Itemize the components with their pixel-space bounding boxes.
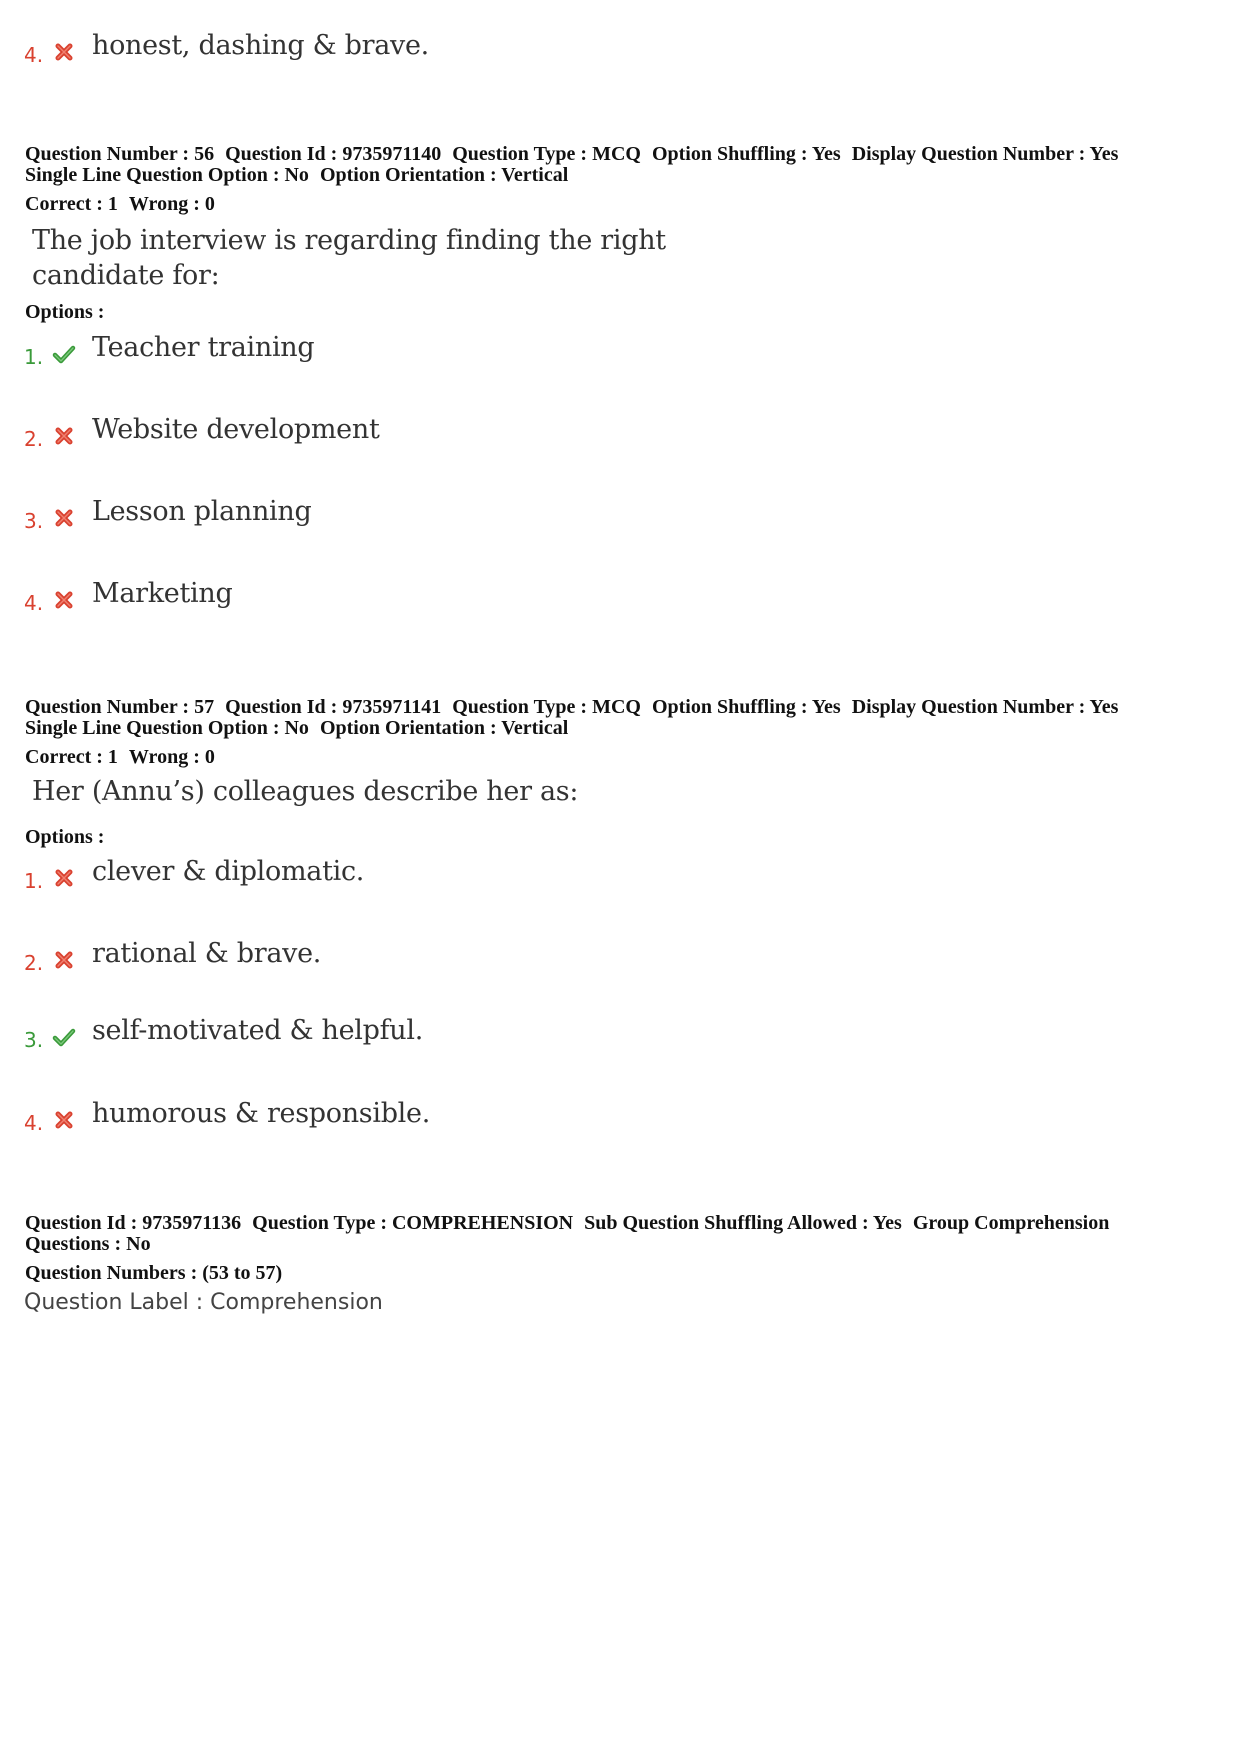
option-row <box>24 496 724 536</box>
option-text: self-motivated & helpful. <box>92 1015 424 1046</box>
question-meta-line: Single Line Question Option : No Option Orientation : Vertical <box>25 164 569 186</box>
option-text: rational & brave. <box>92 938 322 969</box>
option-row <box>24 1015 724 1055</box>
cross-icon <box>52 1108 76 1132</box>
options-label: Options : <box>25 826 105 848</box>
option-text: Marketing <box>92 578 233 609</box>
comprehension-meta-line: Questions : No <box>25 1233 151 1255</box>
option-text: clever & diplomatic. <box>92 856 365 887</box>
option-text: Website development <box>92 414 380 445</box>
comprehension-meta-line: Question Id : 9735971136 Question Type : COMPREHENSION Sub Question Shuffling Allowed : Yes Group Comprehension <box>25 1212 1110 1234</box>
option-number: 1. <box>24 345 44 369</box>
question-label: Question Label : Comprehension <box>24 1290 383 1315</box>
option-row <box>24 1098 724 1138</box>
option-text: honest, dashing & brave. <box>92 30 429 61</box>
cross-icon <box>52 588 76 612</box>
check-icon <box>52 1025 76 1049</box>
option-row <box>24 938 724 978</box>
option-number: 2. <box>24 427 44 451</box>
option-text: Teacher training <box>92 332 315 363</box>
option-number: 3. <box>24 509 44 533</box>
question-meta-line: Single Line Question Option : No Option Orientation : Vertical <box>25 717 569 739</box>
question-meta-line: Question Number : 56 Question Id : 9735971140 Question Type : MCQ Option Shuffling : Yes Display Question Number : Yes <box>25 143 1119 165</box>
score-line: Correct : 1 Wrong : 0 <box>25 193 215 215</box>
cross-icon <box>52 506 76 530</box>
option-row <box>24 856 724 896</box>
question-meta-line: Question Number : 57 Question Id : 9735971141 Question Type : MCQ Option Shuffling : Yes Display Question Number : Yes <box>25 696 1119 718</box>
option-number: 3. <box>24 1028 44 1052</box>
option-number: 4. <box>24 43 44 67</box>
option-text: humorous & responsible. <box>92 1098 430 1129</box>
cross-icon <box>52 424 76 448</box>
option-row <box>24 414 724 454</box>
question-numbers: Question Numbers : (53 to 57) <box>25 1262 283 1284</box>
option-text: Lesson planning <box>92 496 312 527</box>
cross-icon <box>52 40 76 64</box>
score-line: Correct : 1 Wrong : 0 <box>25 746 215 768</box>
check-icon <box>52 342 76 366</box>
question-text: The job interview is regarding finding the right candidate for: <box>32 225 666 291</box>
option-row <box>24 30 724 70</box>
cross-icon <box>52 866 76 890</box>
option-number: 4. <box>24 591 44 615</box>
question-text: Her (Annu’s) colleagues describe her as: <box>32 776 579 807</box>
option-number: 2. <box>24 951 44 975</box>
option-number: 1. <box>24 869 44 893</box>
option-number: 4. <box>24 1111 44 1135</box>
options-label: Options : <box>25 301 105 323</box>
cross-icon <box>52 948 76 972</box>
option-row <box>24 578 724 618</box>
option-row <box>24 332 724 372</box>
